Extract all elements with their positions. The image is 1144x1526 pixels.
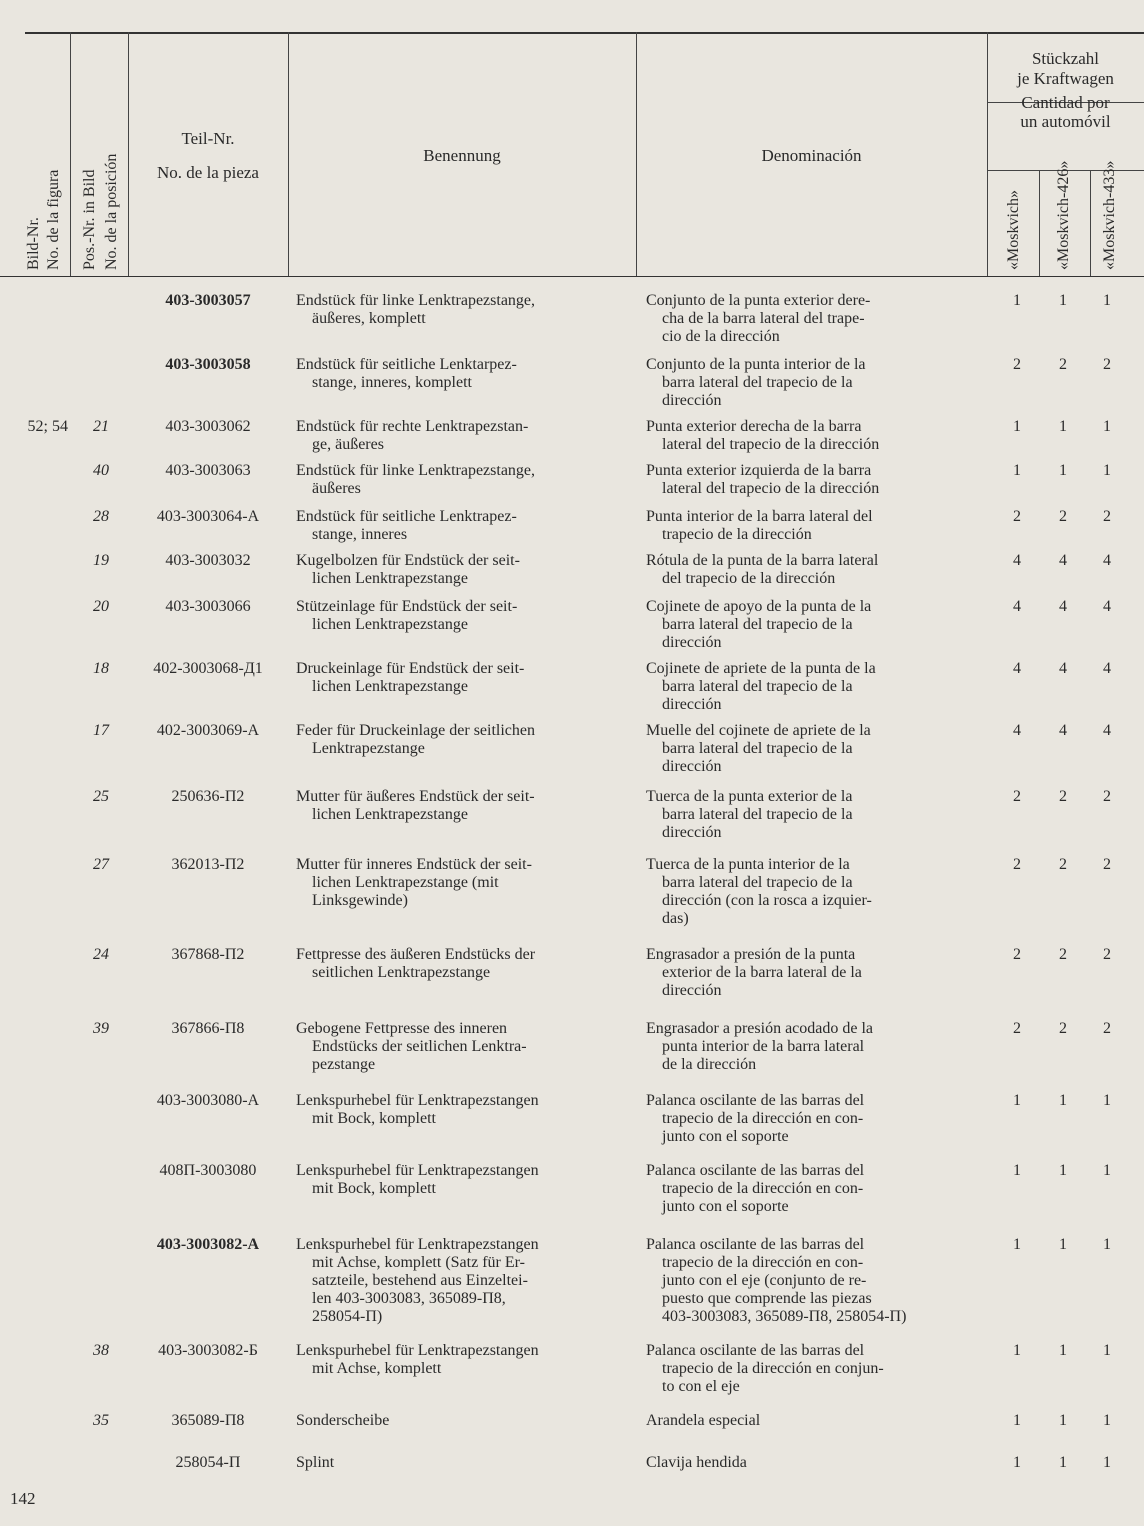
part-number: 362013-П2 bbox=[171, 856, 245, 873]
name-es bbox=[646, 1020, 966, 1074]
name-de bbox=[296, 508, 618, 544]
header-qty-de-1: Stückzahl bbox=[1031, 49, 1100, 68]
name-de bbox=[296, 1236, 618, 1326]
header-fig-de: Bild-Nr. bbox=[25, 217, 42, 270]
name-de-line: äußeres bbox=[312, 480, 361, 497]
name-de bbox=[296, 1162, 618, 1198]
name-de-line: Gebogene Fettpresse des inneren bbox=[296, 1020, 508, 1037]
qty-moskvich: 1 bbox=[1013, 1412, 1021, 1429]
name-es bbox=[646, 1342, 966, 1396]
name-es-line: Palanca oscilante de las barras del bbox=[646, 1236, 865, 1253]
position-number: 24 bbox=[93, 946, 109, 963]
name-es-line: barra lateral del trapecio de la bbox=[662, 806, 853, 823]
name-de-line: Endstück für linke Lenktrapezstange, bbox=[296, 292, 536, 309]
name-es bbox=[646, 856, 966, 928]
name-de-line: stange, inneres bbox=[312, 526, 408, 543]
qty-moskvich: 4 bbox=[1013, 660, 1021, 677]
name-es bbox=[646, 356, 966, 410]
position-number: 25 bbox=[93, 788, 109, 805]
name-de-line: lichen Lenktrapezstange bbox=[312, 678, 468, 695]
part-number: 367868-П2 bbox=[171, 946, 245, 963]
name-es-line: trapecio de la dirección en conjun- bbox=[662, 1360, 884, 1377]
name-de bbox=[296, 356, 618, 392]
qty-moskvich: 1 bbox=[1013, 462, 1021, 479]
header-name-de: Benennung bbox=[423, 146, 501, 165]
name-de bbox=[296, 946, 618, 982]
header-pos-de: Pos.-Nr. in Bild bbox=[81, 169, 98, 270]
name-de-line: Druckeinlage für Endstück der seit- bbox=[296, 660, 525, 677]
qty-moskvich-433: 2 bbox=[1103, 788, 1111, 805]
name-de-line: Endstück für linke Lenktrapezstange, bbox=[296, 462, 536, 479]
name-es bbox=[646, 598, 966, 652]
name-es-line: Palanca oscilante de las barras del bbox=[646, 1162, 865, 1179]
qty-moskvich: 1 bbox=[1013, 1092, 1021, 1109]
header-model-2: «Moskvich-426» bbox=[1055, 160, 1072, 270]
qty-moskvich-433: 1 bbox=[1103, 418, 1111, 435]
name-es-line: Punta interior de la barra lateral del bbox=[646, 508, 873, 525]
figure-number: 52; 54 bbox=[27, 418, 68, 435]
name-es bbox=[646, 1412, 966, 1430]
part-number: 403-3003064-A bbox=[156, 508, 260, 525]
qty-moskvich-433: 1 bbox=[1103, 1412, 1111, 1429]
qty-moskvich-426: 1 bbox=[1059, 292, 1067, 309]
name-es-line: Rótula de la punta de la barra lateral bbox=[646, 552, 879, 569]
qty-moskvich-433: 1 bbox=[1103, 292, 1111, 309]
name-de bbox=[296, 462, 618, 498]
name-de bbox=[296, 1020, 618, 1074]
name-de-line: mit Bock, komplett bbox=[312, 1180, 436, 1197]
qty-moskvich: 1 bbox=[1013, 292, 1021, 309]
qty-moskvich-433: 4 bbox=[1103, 660, 1111, 677]
name-es-line: dirección bbox=[662, 634, 722, 651]
name-es-line: Palanca oscilante de las barras del bbox=[646, 1342, 865, 1359]
qty-moskvich: 2 bbox=[1013, 946, 1021, 963]
position-number: 21 bbox=[93, 418, 109, 435]
qty-moskvich-426: 2 bbox=[1059, 946, 1067, 963]
name-es-line: cha de la barra lateral del trape- bbox=[662, 310, 865, 327]
position-number: 19 bbox=[93, 552, 109, 569]
name-de-line: Lenkspurhebel für Lenktrapezstangen bbox=[296, 1342, 539, 1359]
name-es-line: trapecio de la dirección en con- bbox=[662, 1254, 864, 1271]
name-es bbox=[646, 1454, 966, 1472]
qty-moskvich-433: 2 bbox=[1103, 508, 1111, 525]
name-de-line: Linksgewinde) bbox=[312, 892, 408, 909]
qty-moskvich-426: 1 bbox=[1059, 1162, 1067, 1179]
name-es-line: to con el eje bbox=[662, 1378, 740, 1395]
name-es bbox=[646, 788, 966, 842]
qty-moskvich: 1 bbox=[1013, 1454, 1021, 1471]
name-de-line: seitlichen Lenktrapezstange bbox=[312, 964, 491, 981]
name-es-line: Arandela especial bbox=[646, 1412, 761, 1429]
name-es-line: Punta exterior derecha de la barra bbox=[646, 418, 862, 435]
qty-moskvich-433: 1 bbox=[1103, 462, 1111, 479]
column-divider bbox=[1090, 170, 1091, 276]
part-number: 403-3003080-A bbox=[156, 1092, 260, 1109]
header-model-3: «Moskvich-433» bbox=[1101, 160, 1118, 270]
header-qty-de-2: je Kraftwagen bbox=[1017, 69, 1114, 88]
name-es-line: trapecio de la dirección en con- bbox=[662, 1180, 864, 1197]
column-divider bbox=[70, 32, 71, 276]
qty-moskvich: 2 bbox=[1013, 788, 1021, 805]
qty-moskvich-426: 2 bbox=[1059, 356, 1067, 373]
part-number: 365089-П8 bbox=[171, 1412, 245, 1429]
name-es-line: punta interior de la barra lateral bbox=[662, 1038, 865, 1055]
part-number: 403-3003063 bbox=[165, 462, 251, 479]
name-de bbox=[296, 788, 618, 824]
name-de bbox=[296, 1454, 618, 1472]
name-es bbox=[646, 552, 966, 588]
header-name-es: Denominación bbox=[761, 146, 862, 165]
name-de-line: Stützeinlage für Endstück der seit- bbox=[296, 598, 518, 615]
qty-moskvich: 1 bbox=[1013, 1162, 1021, 1179]
name-es-line: lateral del trapecio de la dirección bbox=[662, 436, 880, 453]
qty-moskvich-433: 2 bbox=[1103, 1020, 1111, 1037]
qty-moskvich: 4 bbox=[1013, 722, 1021, 739]
name-es-line: puesto que comprende las piezas bbox=[662, 1290, 872, 1307]
name-es-line: cio de la dirección bbox=[662, 328, 780, 345]
name-es-line: dirección bbox=[662, 696, 722, 713]
part-number: 403-3003062 bbox=[165, 418, 251, 435]
qty-moskvich-426: 1 bbox=[1059, 1092, 1067, 1109]
name-de-line: Lenkspurhebel für Lenktrapezstangen bbox=[296, 1162, 539, 1179]
name-es-line: Palanca oscilante de las barras del bbox=[646, 1092, 865, 1109]
qty-moskvich-433: 1 bbox=[1103, 1162, 1111, 1179]
position-number: 17 bbox=[93, 722, 109, 739]
qty-moskvich: 2 bbox=[1013, 856, 1021, 873]
name-es-line: dirección bbox=[662, 392, 722, 409]
name-de-line: Mutter für inneres Endstück der seit- bbox=[296, 856, 532, 873]
header-part-de: Teil-Nr. bbox=[181, 129, 235, 148]
name-es-line: barra lateral del trapecio de la bbox=[662, 616, 853, 633]
name-de-line: Endstücks der seitlichen Lenktra- bbox=[312, 1038, 527, 1055]
qty-moskvich: 1 bbox=[1013, 1342, 1021, 1359]
name-es-line: dirección (con la rosca a izquier- bbox=[662, 892, 872, 909]
qty-moskvich: 1 bbox=[1013, 1236, 1021, 1253]
name-es-line: de la dirección bbox=[662, 1056, 757, 1073]
name-es-line: Cojinete de apriete de la punta de la bbox=[646, 660, 876, 677]
name-de-line: satzteile, bestehend aus Einzeltei- bbox=[312, 1272, 528, 1289]
name-de bbox=[296, 552, 618, 588]
qty-moskvich-426: 1 bbox=[1059, 1342, 1067, 1359]
qty-moskvich-426: 4 bbox=[1059, 598, 1067, 615]
name-es bbox=[646, 1162, 966, 1216]
name-de-line: stange, inneres, komplett bbox=[312, 374, 472, 391]
header-model-1: «Moskvich» bbox=[1005, 190, 1022, 270]
name-es bbox=[646, 1236, 966, 1326]
page-number: 142 bbox=[10, 1489, 36, 1508]
part-number: 402-3003068-Д1 bbox=[153, 660, 263, 677]
position-number: 18 bbox=[93, 660, 109, 677]
name-de-line: lichen Lenktrapezstange bbox=[312, 570, 468, 587]
qty-moskvich-426: 2 bbox=[1059, 788, 1067, 805]
position-number: 27 bbox=[93, 856, 109, 873]
qty-moskvich-426: 1 bbox=[1059, 1454, 1067, 1471]
name-es-line: Conjunto de la punta interior de la bbox=[646, 356, 866, 373]
part-number: 403-3003032 bbox=[165, 552, 251, 569]
part-number: 250636-П2 bbox=[171, 788, 245, 805]
qty-moskvich: 4 bbox=[1013, 598, 1021, 615]
header-part-es: No. de la pieza bbox=[157, 163, 259, 182]
qty-moskvich-433: 2 bbox=[1103, 356, 1111, 373]
name-es-line: dirección bbox=[662, 982, 722, 999]
name-es-line: Engrasador a presión acodado de la bbox=[646, 1020, 874, 1037]
qty-moskvich-426: 4 bbox=[1059, 722, 1067, 739]
name-de-line: len 403-3003083, 365089-П8, bbox=[312, 1290, 506, 1307]
position-number: 38 bbox=[93, 1342, 109, 1359]
part-number: 367866-П8 bbox=[171, 1020, 245, 1037]
name-es-line: dirección bbox=[662, 824, 722, 841]
part-number: 408П-3003080 bbox=[159, 1162, 257, 1179]
name-de-line: Endstück für seitliche Lenktarpez- bbox=[296, 356, 517, 373]
qty-moskvich: 4 bbox=[1013, 552, 1021, 569]
name-es bbox=[646, 660, 966, 714]
name-de-line: mit Achse, komplett bbox=[312, 1360, 442, 1377]
name-es-line: barra lateral del trapecio de la bbox=[662, 874, 853, 891]
name-es bbox=[646, 946, 966, 1000]
qty-moskvich: 2 bbox=[1013, 1020, 1021, 1037]
part-number: 403-3003058 bbox=[165, 356, 251, 373]
qty-moskvich-433: 1 bbox=[1103, 1236, 1111, 1253]
name-de-line: Mutter für äußeres Endstück der seit- bbox=[296, 788, 535, 805]
name-es-line: lateral del trapecio de la dirección bbox=[662, 480, 880, 497]
qty-moskvich-426: 1 bbox=[1059, 418, 1067, 435]
qty-moskvich: 1 bbox=[1013, 418, 1021, 435]
name-es-line: Punta exterior izquierda de la barra bbox=[646, 462, 872, 479]
name-es-line: Cojinete de apoyo de la punta de la bbox=[646, 598, 872, 615]
qty-moskvich-433: 2 bbox=[1103, 946, 1111, 963]
column-divider bbox=[1039, 170, 1040, 276]
name-de-line: lichen Lenktrapezstange (mit bbox=[312, 874, 499, 891]
position-number: 28 bbox=[93, 508, 109, 525]
name-de-line: Endstück für seitliche Lenktrapez- bbox=[296, 508, 517, 525]
name-de-line: mit Achse, komplett (Satz für Er- bbox=[312, 1254, 525, 1271]
part-number: 403-3003066 bbox=[165, 598, 251, 615]
name-de-line: Splint bbox=[296, 1454, 335, 1471]
name-de-line: mit Bock, komplett bbox=[312, 1110, 436, 1127]
name-de bbox=[296, 292, 618, 328]
name-de bbox=[296, 1092, 618, 1128]
name-es-line: Engrasador a presión de la punta bbox=[646, 946, 856, 963]
header-fig-es: No. de la figura bbox=[45, 169, 62, 270]
name-es-line: Clavija hendida bbox=[646, 1454, 747, 1471]
name-es-line: barra lateral del trapecio de la bbox=[662, 374, 853, 391]
name-es-line: exterior de la barra lateral de la bbox=[662, 964, 862, 981]
name-de-line: 258054-П) bbox=[312, 1308, 383, 1325]
qty-moskvich-426: 1 bbox=[1059, 1236, 1067, 1253]
qty-moskvich-426: 4 bbox=[1059, 552, 1067, 569]
qty-moskvich: 2 bbox=[1013, 508, 1021, 525]
name-es-line: Conjunto de la punta exterior dere- bbox=[646, 292, 871, 309]
name-de-line: Kugelbolzen für Endstück der seit- bbox=[296, 552, 520, 569]
name-de-line: ge, äußeres bbox=[312, 436, 384, 453]
name-es-line: dirección bbox=[662, 758, 722, 775]
column-divider bbox=[128, 32, 129, 276]
position-number: 39 bbox=[93, 1020, 109, 1037]
part-number: 403-3003082-A bbox=[156, 1236, 260, 1253]
position-number: 20 bbox=[93, 598, 109, 615]
name-es-line: junto con el eje (conjunto de re- bbox=[662, 1272, 867, 1289]
name-de-line: lichen Lenktrapezstange bbox=[312, 806, 468, 823]
qty-moskvich-426: 1 bbox=[1059, 1412, 1067, 1429]
name-de bbox=[296, 418, 618, 454]
part-number: 402-3003069-A bbox=[156, 722, 260, 739]
name-de bbox=[296, 722, 618, 758]
name-es-line: Tuerca de la punta exterior de la bbox=[646, 788, 853, 805]
name-de-line: äußeres, komplett bbox=[312, 310, 426, 327]
part-number: 403-3003082-Б bbox=[158, 1342, 258, 1359]
name-de-line: Lenktrapezstange bbox=[312, 740, 425, 757]
name-es-line: trapecio de la dirección en con- bbox=[662, 1110, 864, 1127]
name-es bbox=[646, 508, 966, 544]
name-es bbox=[646, 418, 966, 454]
name-de-line: lichen Lenktrapezstange bbox=[312, 616, 468, 633]
name-de-line: Sonderscheibe bbox=[296, 1412, 390, 1429]
position-number: 40 bbox=[93, 462, 109, 479]
part-number: 403-3003057 bbox=[165, 292, 251, 309]
name-es bbox=[646, 722, 966, 776]
name-es-line: Muelle del cojinete de apriete de la bbox=[646, 722, 871, 739]
qty-moskvich-426: 2 bbox=[1059, 856, 1067, 873]
name-de bbox=[296, 660, 618, 696]
name-de bbox=[296, 1342, 618, 1378]
position-number: 35 bbox=[93, 1412, 109, 1429]
name-es bbox=[646, 292, 966, 346]
name-de bbox=[296, 1412, 618, 1430]
name-es-line: barra lateral del trapecio de la bbox=[662, 740, 853, 757]
name-de-line: pezstange bbox=[312, 1056, 376, 1073]
qty-moskvich-426: 4 bbox=[1059, 660, 1067, 677]
qty-moskvich-433: 2 bbox=[1103, 856, 1111, 873]
qty-moskvich-426: 2 bbox=[1059, 508, 1067, 525]
name-de-line: Fettpresse des äußeren Endstücks der bbox=[296, 946, 536, 963]
header-qty-es-1: Cantidad por bbox=[1021, 93, 1110, 112]
name-es-line: del trapecio de la dirección bbox=[662, 570, 836, 587]
qty-moskvich-433: 4 bbox=[1103, 552, 1111, 569]
name-es-line: 403-3003083, 365089-П8, 258054-П) bbox=[662, 1308, 907, 1325]
qty-moskvich: 2 bbox=[1013, 356, 1021, 373]
part-number: 258054-П bbox=[175, 1454, 241, 1471]
name-es-line: junto con el soporte bbox=[662, 1198, 789, 1215]
qty-moskvich-433: 1 bbox=[1103, 1342, 1111, 1359]
name-de-line: Feder für Druckeinlage der seitlichen bbox=[296, 722, 536, 739]
table-header bbox=[0, 32, 1144, 277]
name-es-line: trapecio de la dirección bbox=[662, 526, 812, 543]
name-es-line: Tuerca de la punta interior de la bbox=[646, 856, 850, 873]
name-es-line: junto con el soporte bbox=[662, 1128, 789, 1145]
qty-moskvich-433: 4 bbox=[1103, 598, 1111, 615]
name-es bbox=[646, 462, 966, 498]
qty-moskvich-433: 1 bbox=[1103, 1092, 1111, 1109]
name-de bbox=[296, 856, 618, 910]
name-de-line: Lenkspurhebel für Lenktrapezstangen bbox=[296, 1236, 539, 1253]
qty-moskvich-426: 2 bbox=[1059, 1020, 1067, 1037]
name-de-line: Endstück für rechte Lenktrapezstan- bbox=[296, 418, 529, 435]
name-es-line: barra lateral del trapecio de la bbox=[662, 678, 853, 695]
qty-moskvich-426: 1 bbox=[1059, 462, 1067, 479]
qty-moskvich-433: 4 bbox=[1103, 722, 1111, 739]
name-de bbox=[296, 598, 618, 634]
name-de-line: Lenkspurhebel für Lenktrapezstangen bbox=[296, 1092, 539, 1109]
header-qty-es-2: un automóvil bbox=[1020, 112, 1111, 131]
name-es bbox=[646, 1092, 966, 1146]
name-es-line: das) bbox=[662, 910, 689, 927]
header-pos-es: No. de la posición bbox=[103, 153, 120, 270]
qty-moskvich-433: 1 bbox=[1103, 1454, 1111, 1471]
